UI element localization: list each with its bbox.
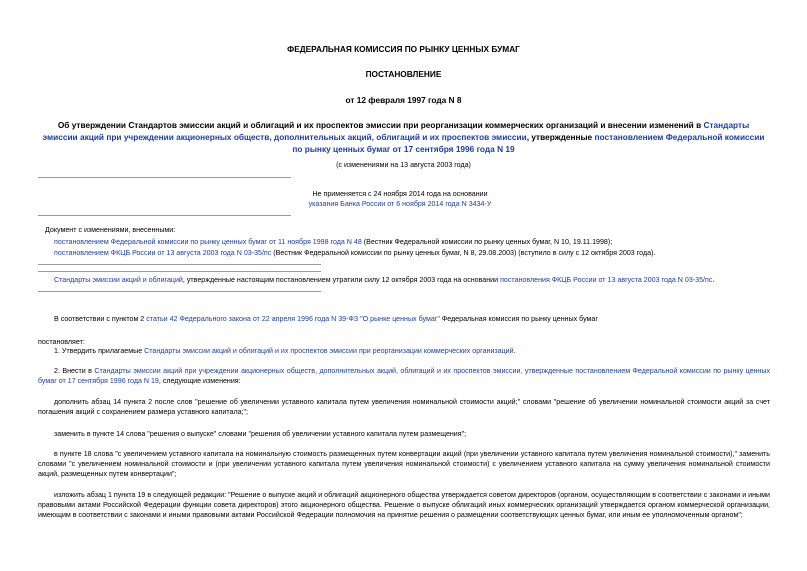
changes-intro: Документ с изменениями, внесенными: — [45, 226, 176, 234]
title-resolution-link[interactable]: постановлением — [594, 132, 664, 142]
preamble — [54, 314, 598, 324]
lost-force-text: , утвержденные настоящим постановлением утратили силу 12 октября 2003 года на основании — [182, 276, 501, 284]
changes-item-1 — [54, 237, 612, 247]
point-2 — [38, 366, 770, 386]
not-applied-notice — [180, 189, 620, 209]
divider — [38, 177, 291, 178]
amend-note: (с изменениями на 13 августа 2003 года) — [336, 161, 471, 169]
not-applied-text: Не применяется с 24 ноября 2014 года на основании — [312, 190, 488, 198]
lost-force-end: . — [712, 276, 715, 284]
resolution-1998-link[interactable]: постановлением Федеральной комиссии по рынку ценных бумаг от 11 ноября 1998 года N 48 — [54, 238, 362, 246]
resolution-2003-link[interactable]: постановлением ФКЦБ России от 13 августа 2003 года N 03-35/пс — [54, 249, 272, 257]
fkcb-2003-link[interactable]: постановления ФКЦБ России от 13 августа 2003 года N 03-35/пс — [500, 276, 713, 284]
point-2-text: 2. Внести в — [54, 367, 95, 375]
standards-link[interactable]: Стандарты эмиссии акций и облигаций — [54, 276, 183, 284]
doc-title — [40, 119, 767, 155]
org-name: ФЕДЕРАЛЬНАЯ КОМИССИЯ ПО РЫНКУ ЦЕННЫХ БУМАГ — [287, 44, 520, 54]
point-2-end: , следующие изменения: — [158, 377, 241, 386]
doc-date: от 12 февраля 1997 года N 8 — [345, 95, 462, 105]
title-standards-link[interactable]: Стандарты эмиссии акций при учреждении акционерных обществ, дополнительных акций, облигаций и их проспектов эмиссии — [42, 120, 750, 142]
divider — [38, 291, 321, 292]
title-part1: Об утверждении Стандартов эмиссии акций и облигаций и их проспектов эмиссии при реорганизации коммерческих организаций и внесении изменений в — [57, 120, 702, 130]
standards-1996-link[interactable]: Стандарты эмиссии акций при учреждении акционерных обществ, дополнительных акций, облигаций и их проспектов эмиссии, утвержденные постановлением Федеральной комиссии по рынку ценных бумаг от 17 сентября 1996 года N 19 — [38, 367, 770, 386]
divider — [38, 264, 321, 265]
title-fkcb-link[interactable]: Федеральной комиссии по рынку ценных бумаг от 17 сентября 1996 года N 19 — [292, 132, 765, 154]
paragraph-item-19: изложить абзац 1 пункта 19 в следующей редакции: "Решение о выпуске акций и облигаций акционерного общества утверждается советом директоров (органом, осуществляющим в соответствии с законами и иными правовыми актами Российской Федерации функции совета директоров) этого акционерного общества. Решение о выпуске облигаций иных коммерческих организаций утверждается органом коммерческой организации, имеющим в соответствии с законами и иными правовыми актами Российской Федерации полномочия на принятие решения о размещении соответствующих ценных бумаг, или иным ее уполномоченным органом"; — [38, 491, 770, 520]
paragraph-amend-14: дополнить абзац 14 пункта 2 после слов "решение об увеличении уставного капитала путем увеличения номинальной стоимости акций;" словами "решение об увеличении номинальной стоимости акций за счет погашения акций с сохранением размера уставного капитала;"; — [38, 398, 770, 417]
changes-item-2-text: (Вестник Федеральной комиссии по рынку ценных бумаг, N 8, 29.08.2003) (вступило в силу с 12 октября 2003 года). — [271, 249, 656, 257]
changes-item-2 — [54, 248, 655, 258]
resolves: постановляет: — [38, 338, 85, 346]
standards-reorg-link[interactable]: Стандарты эмиссии акций и облигаций и их проспектов эмиссии при реорганизации коммерческих организаций — [144, 347, 514, 355]
point-1 — [54, 346, 516, 356]
divider — [38, 271, 321, 272]
title-part2: , утвержденные — [526, 132, 593, 142]
point-1-end: . — [513, 347, 516, 355]
federal-law-link[interactable]: статьи 42 Федерального закона от 22 апреля 1996 года N 39-ФЗ "О рынке ценных бумаг" — [146, 315, 440, 323]
preamble-text-2: Федеральная комиссия по рынку ценных бумаг — [439, 315, 598, 323]
bank-of-russia-link[interactable]: указания Банка России от 6 ноября 2014 года N 3434-У — [308, 200, 492, 209]
doc-type: ПОСТАНОВЛЕНИЕ — [365, 69, 442, 79]
preamble-text-1: В соответствии с пунктом 2 — [54, 315, 147, 323]
lost-force-note — [54, 275, 714, 285]
divider — [38, 215, 291, 216]
changes-item-1-text: (Вестник Федеральной комиссии по рынку ценных бумаг, N 10, 19.11.1998); — [361, 238, 613, 246]
paragraph-replace-14: заменить в пункте 14 слова "решения о выпуске" словами "решения об увеличении уставного капитала путем размещения"; — [54, 430, 467, 438]
point-1-text: 1. Утвердить прилагаемые — [54, 347, 145, 355]
paragraph-item-18: в пункте 18 слова "с увеличением уставного капитала на номинальную стоимость размещенных путем конвертации акций (при увеличении уставного капитала путем увеличения номинальной стоимости)," заменить словами "с увеличением номинальной стоимости и (при увеличении уставного капитала путем увеличения номинальной стоимости) с увеличением уставного капитала на сумму увеличения номинальной стоимости акций, размещенных путем конвертации"; — [38, 450, 770, 479]
